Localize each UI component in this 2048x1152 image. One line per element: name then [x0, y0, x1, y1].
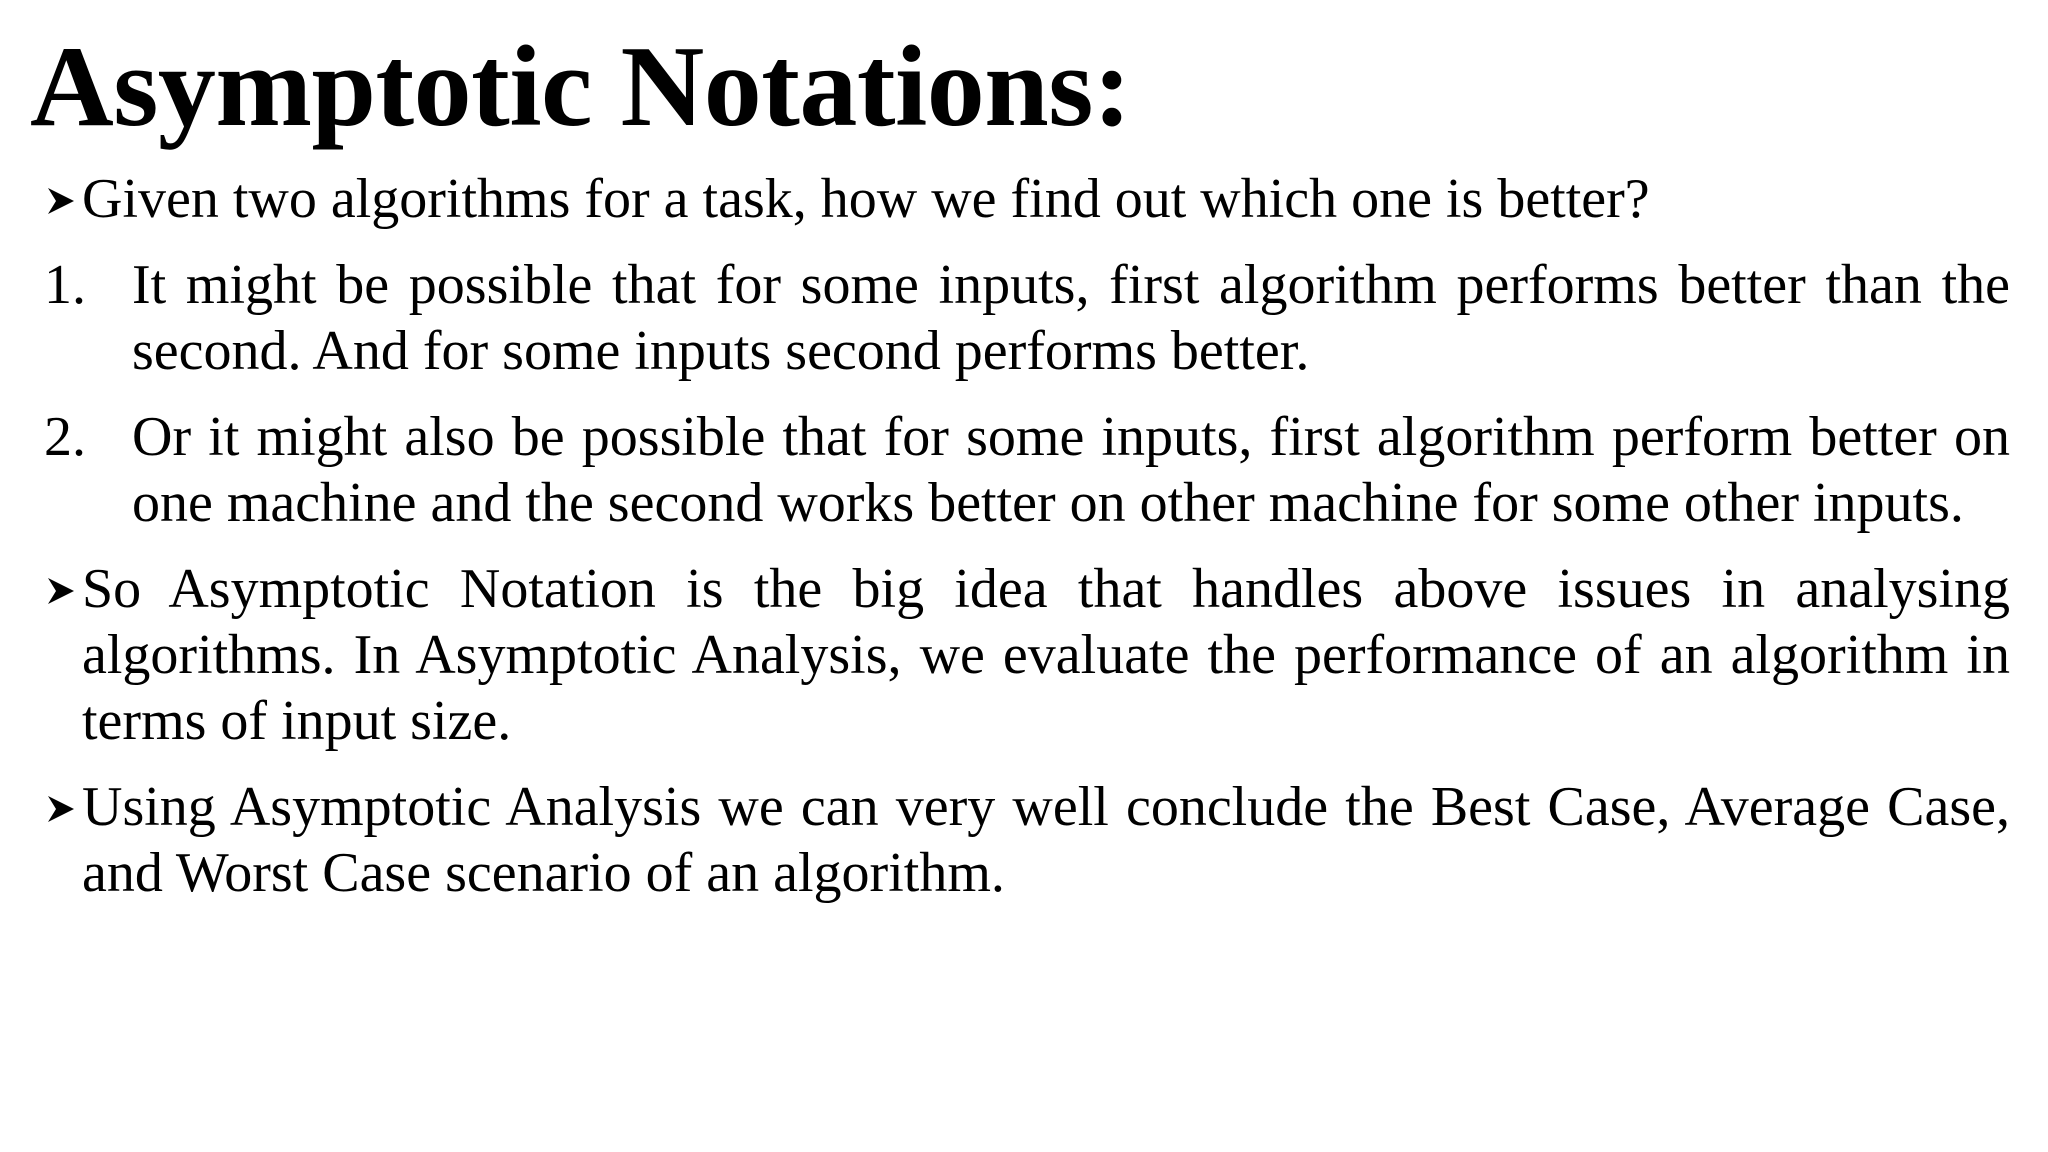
arrowhead-bullet-icon: [44, 774, 82, 840]
bullet-text: Given two algorithms for a task, how we find out which one is better?: [82, 168, 1650, 230]
bullet-item: [44, 774, 2010, 906]
numbered-text: It might be possible that for some inputs, first algorithm performs better than the second. And for some inputs second performs better.: [132, 254, 2010, 382]
item-number: 1.: [44, 254, 86, 316]
bullet-item: [44, 556, 2010, 754]
numbered-text: Or it might also be possible that for some inputs, first algorithm perform better on one machine and the second works better on other machine for some other inputs.: [132, 406, 2010, 534]
numbered-item: [44, 252, 2010, 384]
slide-body: [44, 166, 2010, 926]
item-number: 2.: [44, 406, 86, 468]
arrowhead-bullet-icon: [44, 166, 82, 232]
bullet-text: So Asymptotic Notation is the big idea that handles above issues in analysing algorithms. In Asymptotic Analysis, we evaluate the performance of an algorithm in terms of input size.: [82, 558, 2010, 752]
bullet-item: [44, 166, 2010, 232]
numbered-item: [44, 404, 2010, 536]
bullet-text: Using Asymptotic Analysis we can very well conclude the Best Case, Average Case, and Worst Case scenario of an algorithm.: [82, 776, 2010, 904]
arrowhead-bullet-icon: [44, 556, 82, 622]
slide-title: Asymptotic Notations:: [30, 23, 1132, 151]
